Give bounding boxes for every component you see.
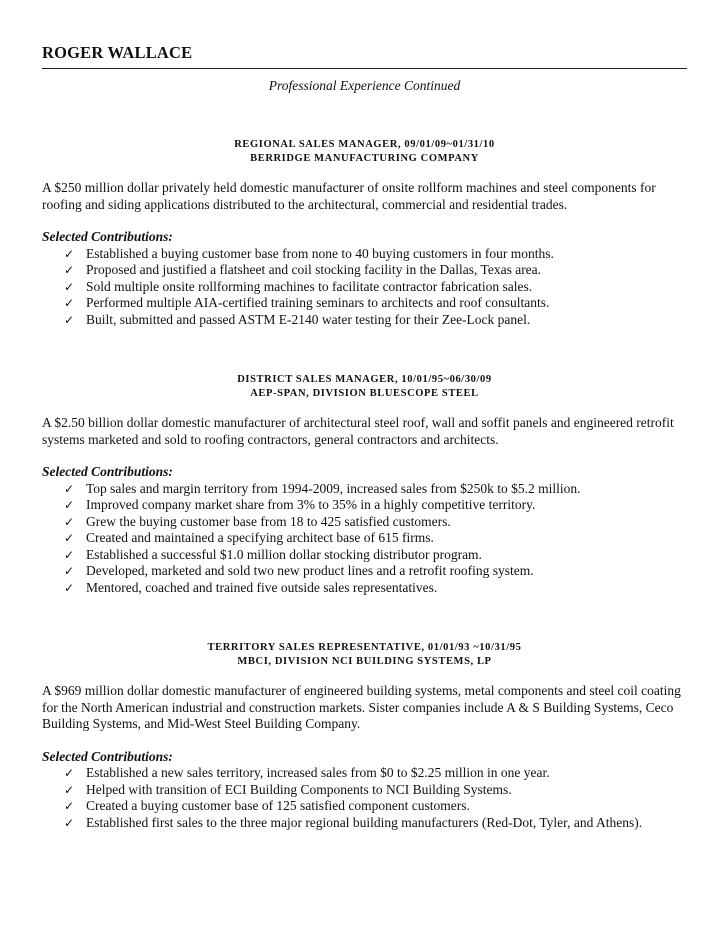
list-item: ✓ Performed multiple AIA-certified training seminars to architects and roof consultants.	[64, 295, 550, 311]
list-item: ✓ Mentored, coached and trained five outside sales representatives.	[64, 580, 438, 596]
company-description: A $969 million dollar domestic manufacturer of engineered building systems, metal components and steel coil coating for the North American industrial and construction markets. Sister companies include A & S Building Systems, Ceco Building Systems, and Mid-West Steel Building Company.	[42, 683, 681, 731]
list-item: ✓ Created and maintained a specifying architect base of 615 firms.	[64, 530, 434, 546]
job-title: DISTRICT SALES MANAGER, 10/01/95~06/30/09	[237, 374, 492, 385]
job-entry-district-sales-manager	[42, 373, 687, 597]
checkmark-icon: ✓	[64, 514, 75, 529]
contributions-list	[42, 481, 687, 597]
list-item: ✓ Helped with transition of ECI Building Components to NCI Building Systems.	[64, 781, 512, 797]
checkmark-icon: ✓	[64, 815, 75, 830]
company-description: A $250 million dollar privately held domestic manufacturer of onsite rollform machines and steel components for roofing and siding applications distributed to the architectural, commercial and residential trades.	[42, 180, 656, 212]
list-item: ✓ Created a buying customer base of 125 satisfied component customers.	[64, 798, 470, 814]
checkmark-icon: ✓	[64, 547, 75, 562]
company-name: BERRIDGE MANUFACTURING COMPANY	[250, 153, 479, 164]
contributions-list	[42, 765, 687, 831]
checkmark-icon: ✓	[64, 531, 75, 546]
list-item: ✓ Top sales and margin territory from 1994-2009, increased sales from $250k to $5.2 million.	[64, 480, 581, 496]
checkmark-icon: ✓	[64, 481, 75, 496]
list-item: ✓ Established first sales to the three major regional building manufacturers (Red-Dot, Tyler, and Athens).	[64, 814, 643, 830]
list-item: ✓ Improved company market share from 3% to 35% in a highly competitive territory.	[64, 497, 536, 513]
contributions-heading: Selected Contributions:	[42, 229, 173, 244]
contributions-heading: Selected Contributions:	[42, 748, 173, 764]
list-item: ✓ Developed, marketed and sold two new product lines and a retrofit roofing system.	[64, 563, 534, 579]
list-item: ✓ Built, submitted and passed ASTM E-2140 water testing for their Zee-Lock panel.	[64, 311, 531, 327]
company-description: A $2.50 billion dollar domestic manufacturer of architectural steel roof, wall and soffit panels and engineered retrofit systems marketed and sold to roofing contractors, general contractors and architects.	[42, 415, 674, 447]
checkmark-icon: ✓	[64, 279, 75, 294]
candidate-name: ROGER WALLACE	[42, 43, 193, 62]
job-title: TERRITORY SALES REPRESENTATIVE, 01/01/93 ~10/31/95	[207, 642, 522, 653]
checkmark-icon: ✓	[64, 581, 75, 596]
list-item: ✓ Sold multiple onsite rollforming machines to facilitate contractor fabrication sales.	[64, 278, 533, 294]
list-item: ✓ Established a buying customer base from none to 40 buying customers in four months.	[64, 245, 554, 261]
list-item: ✓ Established a successful $1.0 million dollar stocking distributor program.	[64, 546, 482, 562]
header-divider	[42, 68, 687, 69]
checkmark-icon: ✓	[64, 799, 75, 814]
list-item: ✓ Established a new sales territory, increased sales from $0 to $2.25 million in one year.	[64, 765, 550, 780]
checkmark-icon: ✓	[64, 246, 75, 261]
company-name: AEP-SPAN, DIVISION BLUESCOPE STEEL	[250, 388, 479, 399]
contributions-list	[42, 246, 687, 329]
checkmark-icon: ✓	[64, 312, 75, 327]
checkmark-icon: ✓	[64, 782, 75, 797]
page-subtitle: Professional Experience Continued	[268, 78, 461, 93]
checkmark-icon: ✓	[64, 263, 75, 278]
checkmark-icon: ✓	[64, 498, 75, 513]
job-entry-territory-sales-representative	[42, 641, 687, 831]
checkmark-icon: ✓	[64, 296, 75, 311]
company-name: MBCI, DIVISION NCI BUILDING SYSTEMS, LP	[237, 656, 492, 667]
contributions-heading: Selected Contributions:	[42, 464, 173, 479]
list-item: ✓ Grew the buying customer base from 18 to 425 satisfied customers.	[64, 513, 451, 529]
checkmark-icon: ✓	[64, 766, 75, 780]
job-entry-regional-sales-manager	[42, 138, 687, 328]
job-title: REGIONAL SALES MANAGER, 09/01/09~01/31/10	[234, 139, 495, 150]
checkmark-icon: ✓	[64, 564, 75, 579]
list-item: ✓ Proposed and justified a flatsheet and coil stocking facility in the Dallas, Texas area.	[64, 262, 542, 278]
